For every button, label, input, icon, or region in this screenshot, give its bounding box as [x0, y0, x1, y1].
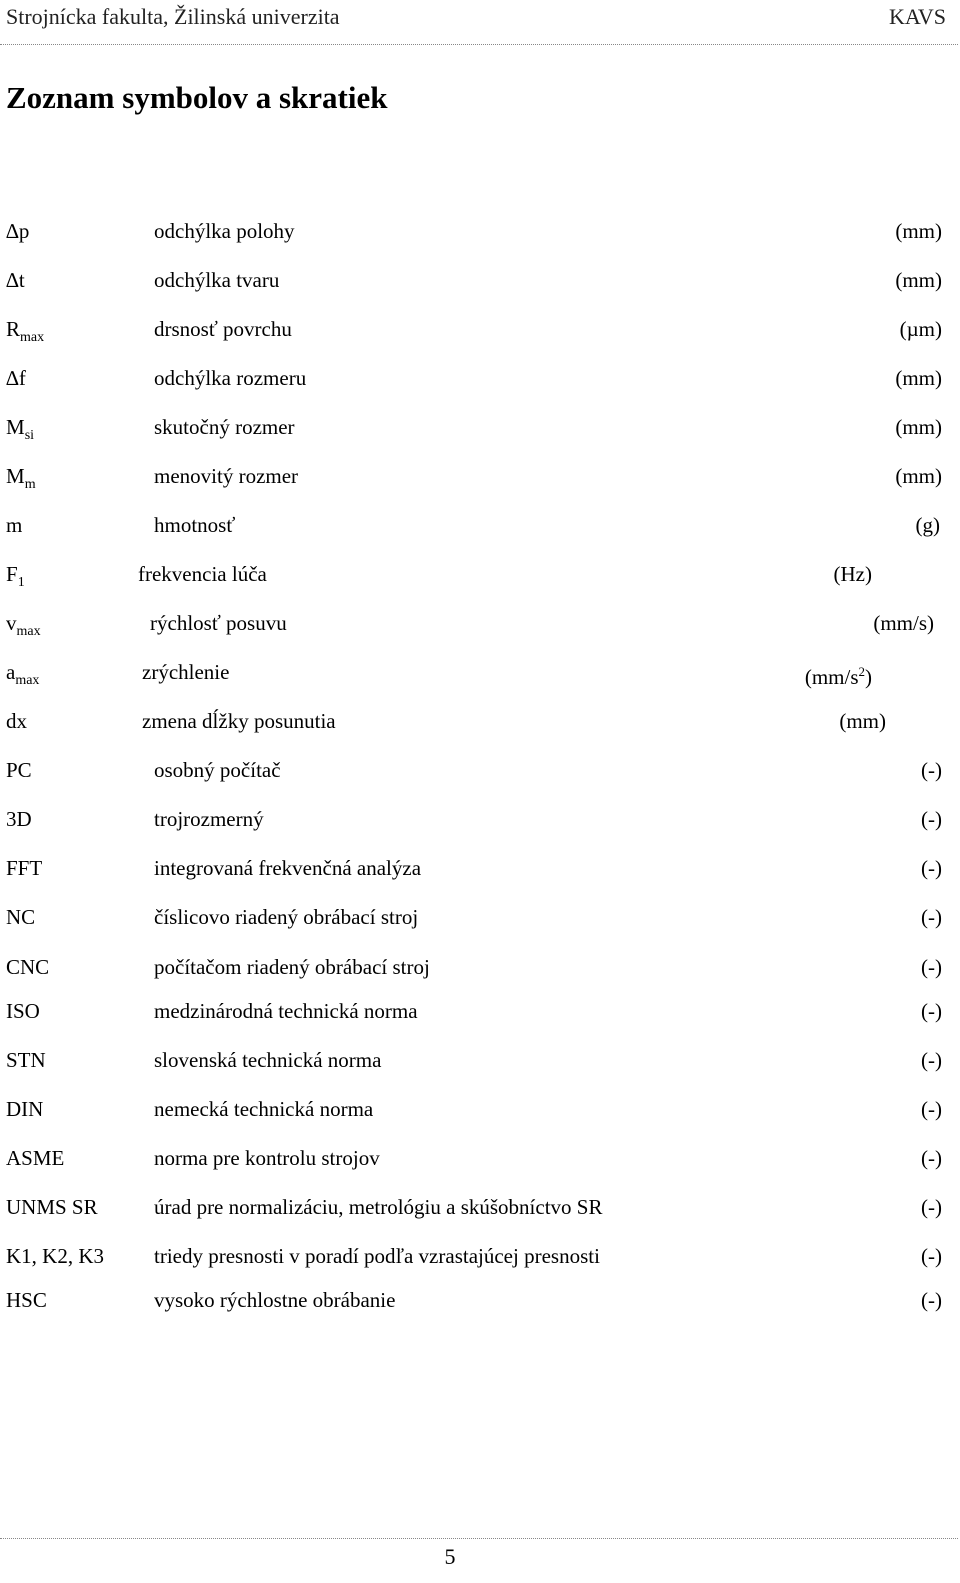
symbol-row [0, 410, 960, 444]
symbol-main: ∆f [6, 366, 26, 390]
symbol-unit [921, 950, 942, 984]
symbol [6, 753, 32, 787]
symbol-description: rýchlosť posuvu [150, 611, 287, 635]
symbol-description: triedy presnosti v poradí podľa vzrastajúcej presnosti [154, 1244, 600, 1268]
symbol-main: CNC [6, 955, 50, 979]
symbol [6, 900, 35, 934]
symbol-subscript: si [24, 428, 35, 444]
header-department: KAVS [888, 4, 946, 29]
symbol-description: odchýlka polohy [154, 219, 295, 243]
symbol-main: R [6, 317, 21, 341]
symbol-subscript: max [16, 624, 41, 640]
symbol [6, 994, 40, 1028]
symbol-main: M [6, 415, 25, 439]
symbol-main: FFT [6, 856, 43, 880]
symbol-row [0, 900, 960, 934]
symbol-description: číslicovo riadený obrábací stroj [154, 905, 419, 929]
unit-tail: ) [865, 665, 872, 689]
symbol-unit [839, 704, 886, 738]
symbol-main: F [6, 562, 18, 586]
symbol [6, 508, 22, 542]
symbol [6, 851, 42, 885]
symbol-main: ISO [6, 999, 40, 1023]
symbol [6, 704, 27, 738]
symbol-unit [805, 655, 872, 694]
header-institution: Strojnícka fakulta, Žilinská univerzita [6, 4, 340, 29]
header-divider [0, 44, 958, 45]
symbol-description: vysoko rýchlostne obrábanie [154, 1288, 396, 1312]
symbol-subscript: m [24, 477, 36, 493]
symbol-description: úrad pre normalizáciu, metrológiu a skúšobníctvo SR [154, 1195, 603, 1219]
symbol-main: PC [6, 758, 32, 782]
footer-divider [0, 1538, 958, 1539]
symbol-row [0, 557, 960, 591]
symbol-unit [916, 508, 941, 542]
symbol-row [0, 1283, 960, 1317]
symbol-main: ∆t [6, 268, 25, 292]
symbol-row [0, 994, 960, 1028]
unit-main: (mm) [895, 268, 942, 292]
symbol-row [0, 1043, 960, 1077]
symbol [6, 1283, 47, 1317]
symbol-unit [921, 1283, 942, 1317]
symbol-main: a [6, 660, 16, 684]
symbol-main: dx [6, 709, 27, 733]
symbol-row [0, 312, 960, 346]
symbol-unit [921, 1190, 942, 1224]
symbol [6, 802, 32, 836]
symbol-subscript: 1 [17, 575, 25, 591]
symbol-description: odchýlka tvaru [154, 268, 280, 292]
symbol-unit [895, 459, 942, 493]
symbol-description: počítačom riadený obrábací stroj [154, 955, 430, 979]
symbol [6, 361, 26, 395]
symbol [6, 1043, 46, 1077]
symbol-row [0, 655, 960, 689]
symbol-main: ∆p [6, 219, 30, 243]
symbol-description: trojrozmerný [154, 807, 264, 831]
page-title: Zoznam symbolov a skratiek [6, 80, 388, 115]
symbol-unit [921, 851, 942, 885]
symbol-main: NC [6, 905, 36, 929]
unit-main: (µm) [899, 317, 942, 341]
symbol [6, 557, 25, 600]
symbol-description: norma pre kontrolu strojov [154, 1146, 380, 1170]
symbol [6, 1190, 98, 1224]
symbol-description: zrýchlenie [142, 660, 230, 684]
symbol-unit [900, 312, 942, 346]
unit-main: (-) [921, 999, 942, 1023]
symbol-row [0, 950, 960, 984]
symbol-description: integrovaná frekvenčná analýza [154, 856, 422, 880]
symbol-row [0, 1239, 960, 1273]
symbol [6, 410, 34, 453]
symbol [6, 1239, 104, 1273]
symbol-unit [834, 557, 872, 591]
symbol-row [0, 508, 960, 542]
symbol-row [0, 802, 960, 836]
unit-main: (-) [921, 807, 942, 831]
unit-main: (-) [921, 1195, 942, 1219]
symbol-unit [921, 1092, 942, 1126]
symbol-main: K1, K2, K3 [6, 1244, 104, 1268]
unit-main: (Hz) [833, 562, 872, 586]
symbol-description: medzinárodná technická norma [154, 999, 418, 1023]
symbol-row [0, 459, 960, 493]
symbol [6, 459, 36, 502]
symbol-main: v [6, 611, 17, 635]
unit-main: (mm) [895, 464, 942, 488]
symbol-main: STN [6, 1048, 46, 1072]
symbol-unit [921, 1043, 942, 1077]
symbol [6, 655, 39, 698]
symbol-description: skutočný rozmer [154, 415, 295, 439]
symbol-description: nemecká technická norma [154, 1097, 374, 1121]
symbol-description: odchýlka rozmeru [154, 366, 307, 390]
symbol-row [0, 704, 960, 738]
unit-main: (-) [921, 758, 942, 782]
symbol-row [0, 851, 960, 885]
symbol-unit [895, 214, 942, 248]
page-header [0, 0, 960, 44]
symbol-unit [921, 1239, 942, 1273]
unit-superscript: 2 [858, 664, 865, 679]
unit-main: (-) [921, 1048, 942, 1072]
symbol-subscript: max [15, 673, 40, 689]
symbol-row [0, 753, 960, 787]
symbol-row [0, 214, 960, 248]
symbol-main: HSC [6, 1288, 47, 1312]
symbol-description: zmena dĺžky posunutia [142, 709, 336, 733]
symbol-description: osobný počítač [154, 758, 281, 782]
symbol-unit [921, 1141, 942, 1175]
symbol-description: frekvencia lúča [138, 562, 267, 586]
symbol-row [0, 361, 960, 395]
symbol-unit [921, 802, 942, 836]
symbol-unit [873, 606, 934, 640]
unit-main: (mm/s [804, 665, 859, 689]
unit-main: (-) [921, 856, 942, 880]
symbol-unit [921, 994, 942, 1028]
page-number: 5 [444, 1544, 456, 1569]
symbol [6, 950, 49, 984]
unit-main: (-) [921, 1097, 942, 1121]
unit-main: (-) [921, 1244, 942, 1268]
unit-main: (mm/s) [873, 611, 934, 635]
unit-main: (mm) [895, 366, 942, 390]
unit-main: (mm) [895, 415, 942, 439]
unit-main: (-) [921, 905, 942, 929]
symbol [6, 263, 25, 297]
symbol-row [0, 1190, 960, 1224]
symbol-unit [895, 361, 942, 395]
symbol-main: DIN [6, 1097, 44, 1121]
unit-main: (-) [921, 1146, 942, 1170]
symbol-description: menovitý rozmer [154, 464, 299, 488]
symbol-unit [895, 410, 942, 444]
symbol [6, 312, 44, 355]
symbol-row [0, 263, 960, 297]
symbol [6, 606, 41, 649]
symbol [6, 1092, 43, 1126]
symbol-main: m [6, 513, 23, 537]
symbol-main: ASME [6, 1146, 65, 1170]
symbol-unit [895, 263, 942, 297]
symbol-description: slovenská technická norma [154, 1048, 382, 1072]
unit-main: (g) [915, 513, 940, 537]
unit-main: (-) [921, 1288, 942, 1312]
symbol-unit [921, 900, 942, 934]
symbol-main: M [6, 464, 25, 488]
symbol-subscript: max [20, 330, 45, 346]
symbol-row [0, 1092, 960, 1126]
symbol-description: drsnosť povrchu [154, 317, 292, 341]
symbol-unit [921, 753, 942, 787]
symbol-main: UNMS SR [6, 1195, 98, 1219]
symbol-main: 3D [6, 807, 32, 831]
symbol-description: hmotnosť [154, 513, 236, 537]
unit-main: (mm) [839, 709, 886, 733]
symbol-row [0, 1141, 960, 1175]
unit-main: (mm) [895, 219, 942, 243]
symbol [6, 214, 29, 248]
symbol [6, 1141, 64, 1175]
symbol-row [0, 606, 960, 640]
unit-main: (-) [921, 955, 942, 979]
